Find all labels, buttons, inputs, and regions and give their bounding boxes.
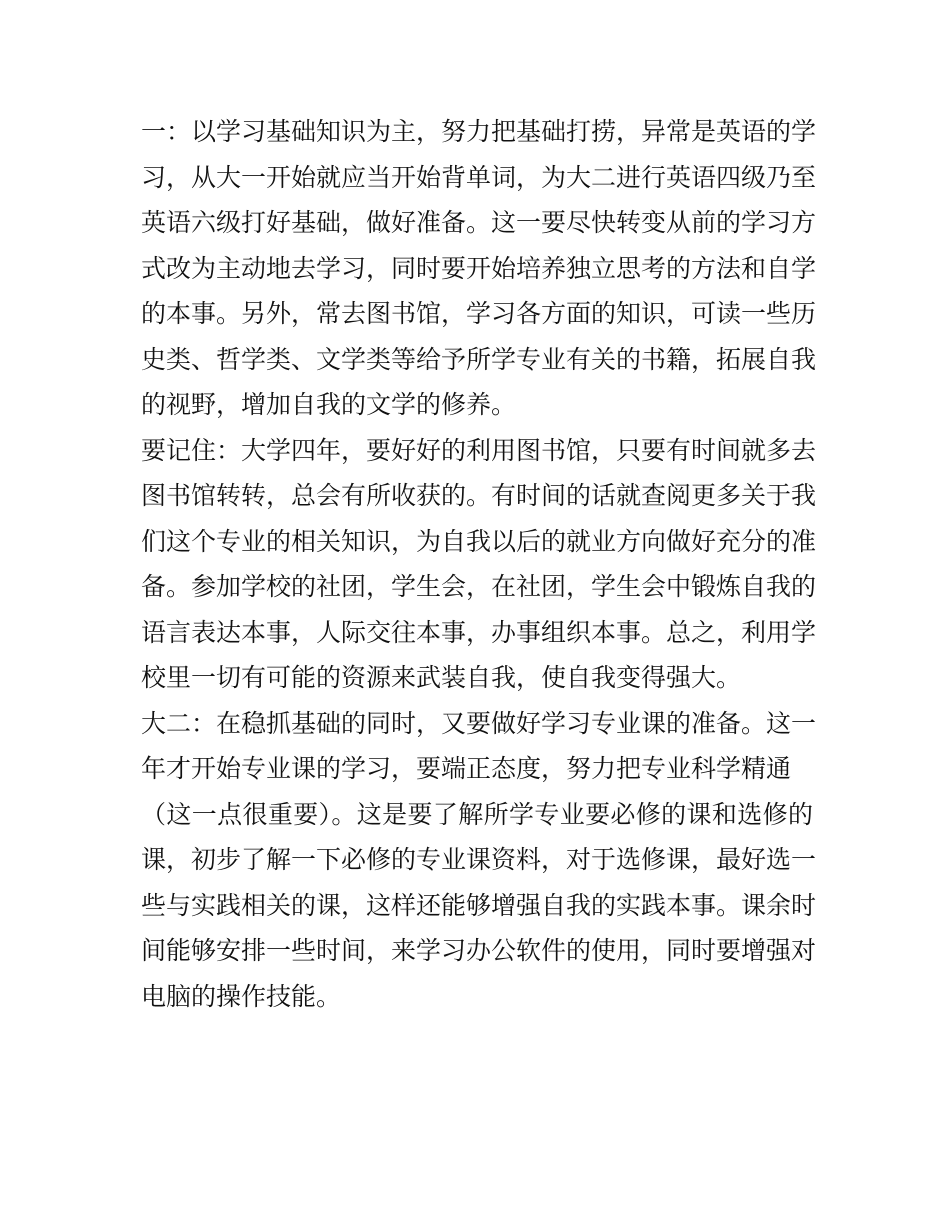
- text-line: 课，初步了解一下必修的专业课资料，对于选修课，最好选一: [141, 845, 817, 874]
- text-line: 英语六级打好基础，做好准备。这一要尽快转变从前的学习方: [141, 208, 817, 237]
- text-line: 大二：在稳抓基础的同时，又要做好学习专业课的准备。这一: [141, 708, 817, 738]
- text-line: 的本事。另外，常去图书馆，学习各方面的知识，可读一些历: [141, 299, 817, 328]
- text-line: 图书馆转转，总会有所收获的。有时间的话就查阅更多关于我: [141, 481, 817, 510]
- text-line: 电脑的操作技能。: [141, 981, 342, 1011]
- text-line: 年才开始专业课的学习，要端正态度，努力把专业科学精通: [141, 754, 792, 783]
- text-line: 史类、哲学类、文学类等给予所学专业有关的书籍，拓展自我: [141, 344, 817, 374]
- text-line: 间能够安排一些时间，来学习办公软件的使用，同时要增强对: [141, 936, 817, 965]
- text-line: 一：以学习基础知识为主，努力把基础打捞，异常是英语的学: [141, 117, 817, 146]
- body-text: [141, 109, 817, 1019]
- text-line: 校里一切有可能的资源来武装自我，使自我变得强大。: [141, 663, 742, 692]
- text-line: 式改为主动地去学习，同时要开始培养独立思考的方法和自学: [141, 253, 817, 283]
- text-line: 们这个专业的相关知识，为自我以后的就业方向做好充分的准: [141, 526, 817, 556]
- text-line: （这一点很重要）。这是要了解所学专业要必修的课和选修的: [141, 799, 813, 829]
- text-line: 要记住：大学四年，要好好的利用图书馆，只要有时间就多去: [141, 435, 817, 465]
- text-line: 语言表达本事，人际交往本事，办事组织本事。总之，利用学: [141, 617, 817, 647]
- text-line: 的视野，增加自我的文学的修养。: [141, 390, 517, 419]
- text-line: 备。参加学校的社团，学生会，在社团，学生会中锻炼自我的: [141, 572, 817, 601]
- text-line: 习，从大一开始就应当开始背单词，为大二进行英语四级乃至: [141, 162, 817, 192]
- text-line: 些与实践相关的课，这样还能够增强自我的实践本事。课余时: [141, 890, 817, 920]
